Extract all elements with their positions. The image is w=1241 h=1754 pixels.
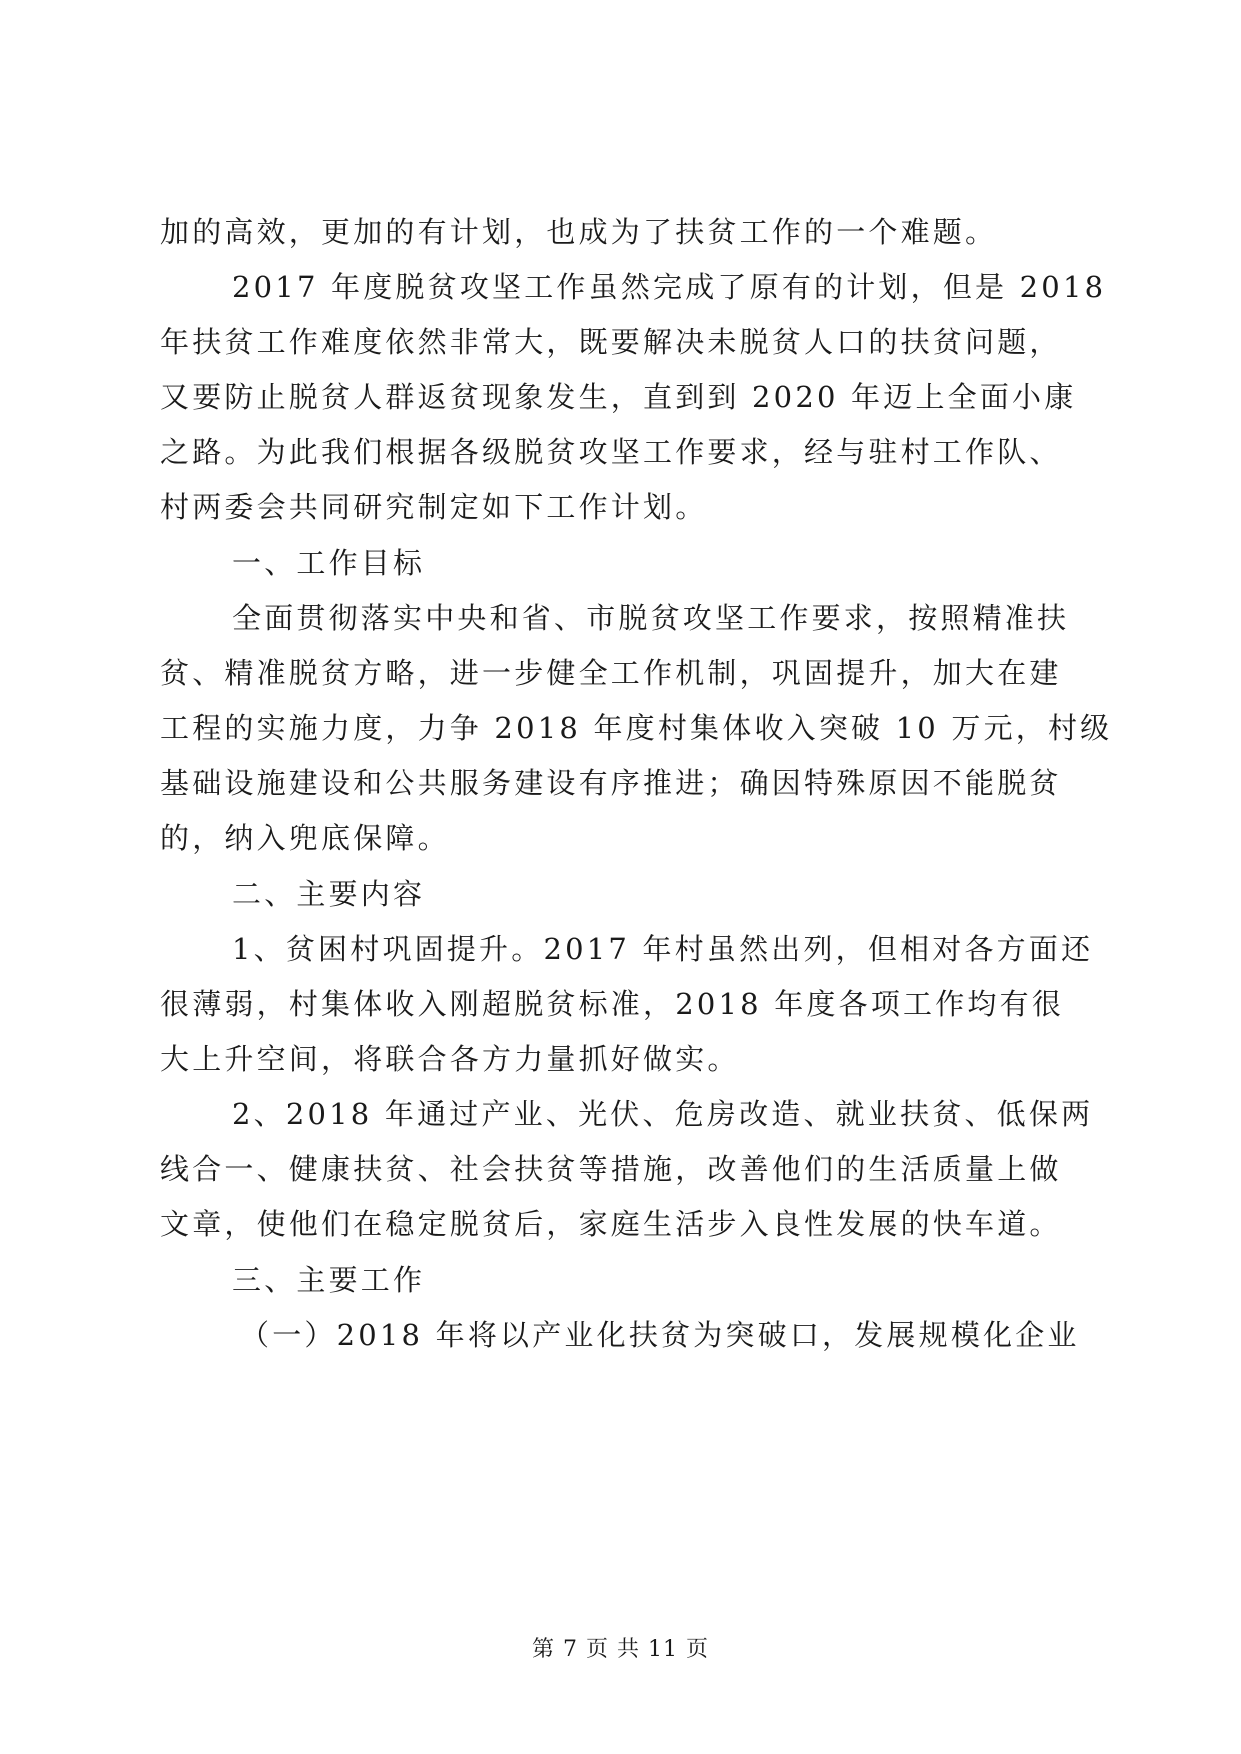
body-text-line: 很薄弱，村集体收入刚超脱贫标准，2018 年度各项工作均有很 bbox=[160, 987, 1065, 1021]
body-text-line: 年扶贫工作难度依然非常大，既要解决未脱贫人口的扶贫问题， bbox=[160, 325, 1062, 359]
body-text-line: 基础设施建设和公共服务建设有序推进；确因特殊原因不能脱贫 bbox=[160, 766, 1062, 800]
body-text-line: 文章，使他们在稳定脱贫后，家庭生活步入良性发展的快车道。 bbox=[160, 1207, 1062, 1241]
section-heading: 二、主要内容 bbox=[232, 877, 426, 911]
body-text-line: 工程的实施力度，力争 2018 年度村集体收入突破 10 万元，村级 bbox=[160, 711, 1113, 745]
body-text-line: 全面贯彻落实中央和省、市脱贫攻坚工作要求，按照精准扶 bbox=[232, 601, 1070, 635]
page-footer: 第 7 页 共 11 页 bbox=[532, 1637, 709, 1662]
body-text-line: 贫、精准脱贫方略，进一步健全工作机制，巩固提升，加大在建 bbox=[160, 656, 1062, 690]
body-text-line: 的，纳入兜底保障。 bbox=[160, 821, 450, 855]
body-text-line: 线合一、健康扶贫、社会扶贫等措施，改善他们的生活质量上做 bbox=[160, 1152, 1062, 1186]
section-heading: 三、主要工作 bbox=[232, 1263, 426, 1297]
body-text-line: 1、贫困村巩固提升。2017 年村虽然出列，但相对各方面还 bbox=[232, 932, 1094, 966]
body-text-line: 大上升空间，将联合各方力量抓好做实。 bbox=[160, 1042, 740, 1076]
body-text-line: （一）2018 年将以产业化扶贫为突破口，发展规模化企业 bbox=[240, 1318, 1080, 1352]
body-text-line: 2017 年度脱贫攻坚工作虽然完成了原有的计划，但是 2018 bbox=[232, 270, 1107, 304]
body-text-line: 又要防止脱贫人群返贫现象发生，直到到 2020 年迈上全面小康 bbox=[160, 380, 1077, 414]
section-heading: 一、工作目标 bbox=[232, 546, 426, 580]
body-text-line: 村两委会共同研究制定如下工作计划。 bbox=[160, 490, 708, 524]
body-text-line: 加的高效，更加的有计划，也成为了扶贫工作的一个难题。 bbox=[160, 215, 998, 249]
body-text-line: 2、2018 年通过产业、光伏、危房改造、就业扶贫、低保两 bbox=[232, 1097, 1094, 1131]
body-text-line: 之路。为此我们根据各级脱贫攻坚工作要求，经与驻村工作队、 bbox=[160, 435, 1062, 469]
